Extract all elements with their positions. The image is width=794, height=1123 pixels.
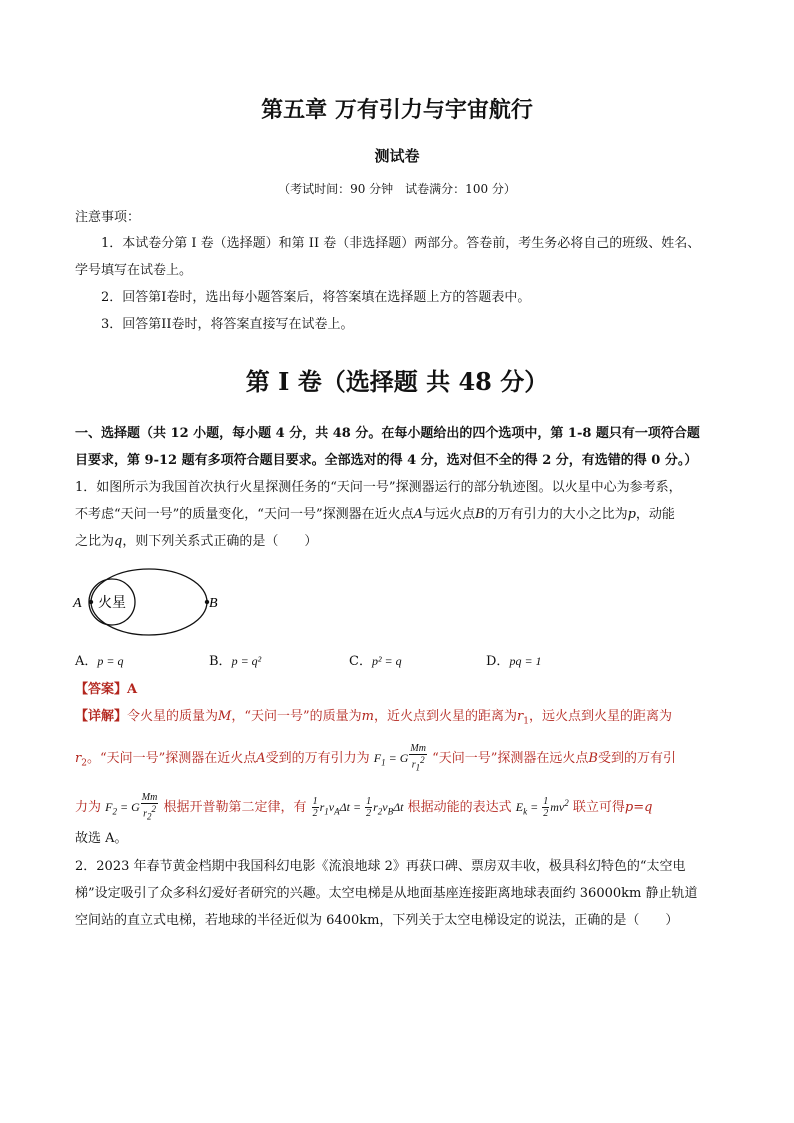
q1-option-a: A．p = q bbox=[75, 654, 124, 669]
formula-f2-frac: $\frac{Mm}{r_2^2}$ bbox=[141, 792, 158, 822]
notice-item-3: 3．回答第II卷时，将答案直接写在试卷上。 bbox=[101, 317, 354, 332]
notice-item-1b: 学号填写在试卷上。 bbox=[75, 263, 193, 278]
formula-f1: $F_1 = G$ bbox=[373, 751, 409, 768]
orbit-figure bbox=[70, 568, 230, 648]
point-b-label: B bbox=[209, 596, 218, 611]
formula-kepler: $r_1v_A\Delta t$ = bbox=[319, 800, 365, 817]
q1-detail-line-1: 【详解】令火星的质量为M，“天问一号”的质量为m，近火点到火星的距离为$r_1$，远火点到火星的距离为 bbox=[75, 709, 672, 727]
q2-line-1: 2．2023 年春节黄金档期中我国科幻电影《流浪地球 2》再获口碑、票房双丰收，极具科幻特色的“太空电 bbox=[75, 859, 686, 874]
formula-ek: $E_k$ = bbox=[515, 800, 542, 817]
notice-item-2: 2．回答第I卷时，选出每小题答案后，将答案填在选择题上方的答题表中。 bbox=[101, 290, 531, 305]
q1-line-2: 不考虑“天问一号”的质量变化，“天问一号”探测器在近火点A与远火点B的万有引力的大小之比为p，动能 bbox=[75, 507, 675, 522]
q1-answer: 【答案】A bbox=[75, 682, 138, 697]
part-heading-b: 目要求，第 9-12 题有多项符合题目要求。全部选对的得 4 分，选对但不全的得 2 分，有选错的得 0 分。） bbox=[75, 453, 698, 468]
q1-line-1: 1．如图所示为我国首次执行火星探测任务的“天问一号”探测器运行的部分轨迹图。以火星中心为参考系， bbox=[75, 480, 682, 495]
q1-option-c: C．p² = q bbox=[349, 654, 402, 669]
formula-f2: $F_2 = G$ bbox=[105, 800, 140, 817]
q1-detail-line-3: 力为 $F_2 = G$ $\frac{Mm}{r_2^2}$ 根据开普勒第二定律，有 $\frac{1}{2}$ $r_1v_A\Delta t$ = $\frac{1}{2}$ $r_2v_B\Delta t$ 根据动能的表达式 $E_k$ = $\frac{1}{2}$ $mv^2$ 联立可得p=q bbox=[75, 792, 653, 822]
q1-option-d: D．pq = 1 bbox=[486, 654, 542, 669]
part-heading-a: 一、选择题（共 12 小题，每小题 4 分，共 48 分。在每小题给出的四个选项中，第 1-8 题只有一项符合题 bbox=[75, 426, 700, 441]
notice-heading: 注意事项： bbox=[75, 210, 141, 225]
point-a-dot bbox=[89, 600, 93, 604]
formula-f1-frac: $\frac{Mm}{r_1^2}$ bbox=[410, 743, 426, 773]
q1-detail-line-2: $r_2$。“天问一号”探测器在近火点A受到的万有引力为 $F_1 = G$ $\frac{Mm}{r_1^2}$ “天问一号”探测器在远火点B受到的万有引 bbox=[75, 743, 676, 773]
chapter-title: 第五章 万有引力与宇宙航行 bbox=[261, 97, 533, 123]
q1-line-3: 之比为q，则下列关系式正确的是（ ） bbox=[75, 534, 318, 549]
mars-label: 火星 bbox=[98, 595, 126, 611]
point-a-label: A bbox=[73, 596, 82, 611]
paper-subtitle: 测试卷 bbox=[374, 147, 420, 165]
q1-option-b: B．p = q² bbox=[209, 654, 262, 669]
q1-conclusion: 故选 A。 bbox=[75, 831, 128, 846]
notice-item-1a: 1．本试卷分第 I 卷（选择题）和第 II 卷（非选择题）两部分。答卷前，考生务必将自己的班级、姓名、 bbox=[101, 236, 701, 251]
q2-line-2: 梯”设定吸引了众多科幻爱好者研究的兴趣。太空电梯是从地面基座连接距离地球表面约 36000km 静止轨道 bbox=[75, 886, 698, 901]
exam-info: （考试时间：90 分钟 试卷满分：100 分） bbox=[278, 182, 516, 196]
section-title: 第 I 卷（选择题 共 48 分） bbox=[245, 367, 549, 396]
q2-line-3: 空间站的直立式电梯，若地球的半径近似为 6400km，下列关于太空电梯设定的说法，正确的是（ ） bbox=[75, 913, 679, 928]
